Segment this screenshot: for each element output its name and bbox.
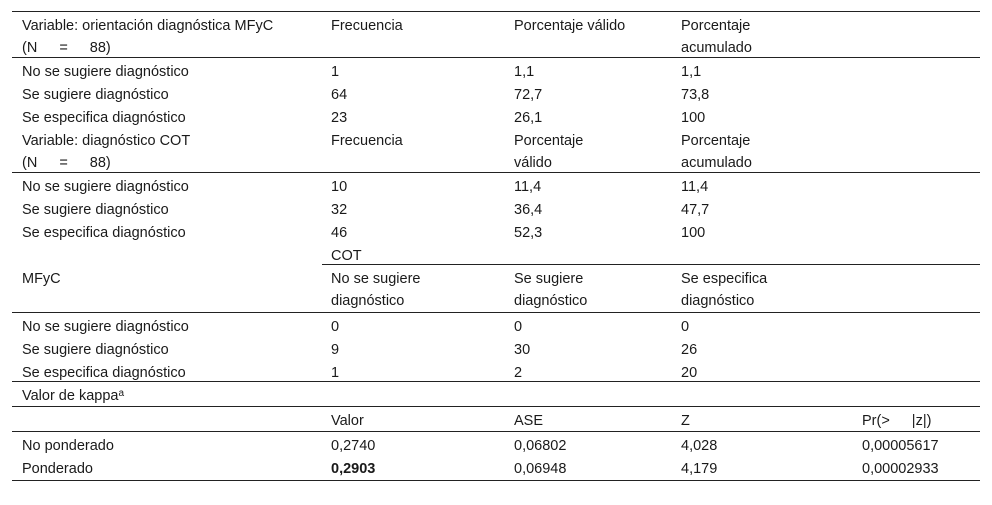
table-row: Se especifica diagnóstico 46 52,3 100 (22, 225, 706, 241)
table-row: No se sugiere diagnóstico 0 0 0 (22, 319, 690, 335)
cot-group-label: COT (331, 248, 362, 264)
statistics-table (12, 11, 980, 481)
table-row: Se sugiere diagnóstico 9 30 26 (22, 342, 698, 358)
table-row: Ponderado 0,2903 0,06948 4,179 0,00002933 (12, 455, 980, 481)
mfyc-group-label: MFyC (22, 271, 61, 287)
crosstab-header: No se sugiere diagnóstico (331, 271, 421, 309)
crosstab-header: Se especifica diagnóstico (681, 271, 768, 309)
header-valid-percent: Porcentaje válido (514, 133, 584, 171)
mfyc-header-row (12, 11, 980, 58)
kappa-title-row (12, 382, 980, 407)
header-valid-percent: Porcentaje válido (514, 18, 626, 34)
mfyc-variable-title: Variable: orientación diagnóstica MFyC (N = 88) (22, 18, 274, 56)
table-row: Se especifica diagnóstico 23 26,1 100 (22, 110, 706, 126)
table-row: No se sugiere diagnóstico 10 11,4 11,4 (22, 179, 709, 195)
table-row: No ponderado 0,2740 0,06802 4,028 0,00005617 (22, 438, 939, 454)
crosstab-group-row (12, 242, 980, 265)
cot-header-row (12, 127, 980, 173)
header-valor: Valor (331, 413, 364, 429)
kappa-header-row (12, 407, 980, 432)
header-frequency: Frecuencia (331, 133, 403, 149)
cot-variable-title: Variable: diagnóstico COT (N = 88) (22, 133, 191, 171)
kappa-title: Valor de kappa$^a$ (22, 388, 125, 404)
crosstab-header: Se sugiere diagnóstico (514, 271, 588, 309)
header-ase: ASE (514, 413, 544, 429)
header-frequency: Frecuencia (331, 18, 403, 34)
header-p-value: Pr(> |z|) (862, 413, 932, 429)
table-row: No se sugiere diagnóstico 1 1,1 1,1 (22, 64, 702, 80)
table-row: Se especifica diagnóstico 1 2 20 (12, 359, 980, 382)
header-cumulative-percent: Porcentaje acumulado (681, 18, 752, 56)
header-z: Z (681, 413, 690, 429)
header-cumulative-percent: Porcentaje acumulado (681, 133, 752, 171)
table-row: Se sugiere diagnóstico 64 72,7 73,8 (22, 87, 710, 103)
table-row: Se sugiere diagnóstico 32 36,4 47,7 (22, 202, 710, 218)
crosstab-header-row (12, 265, 980, 313)
